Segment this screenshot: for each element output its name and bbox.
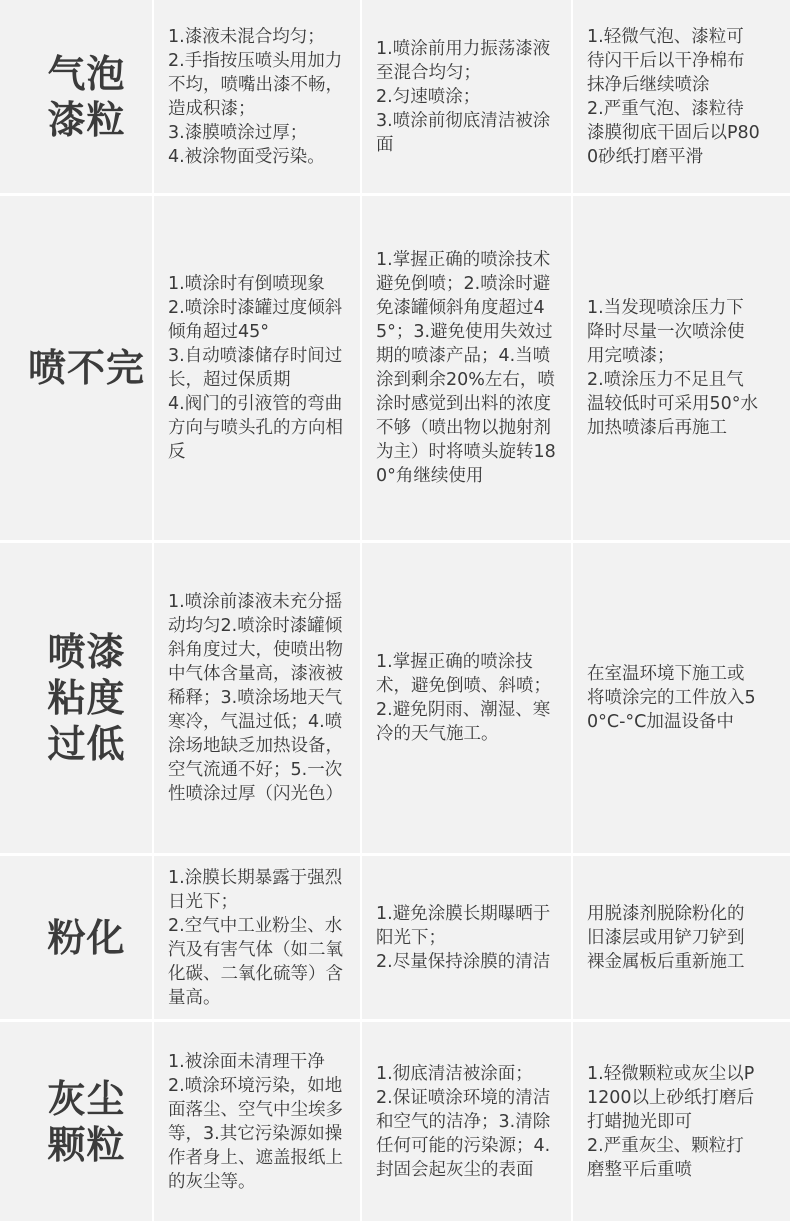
row-label: 喷漆 粘度 过低 bbox=[21, 543, 152, 853]
row-edge-left bbox=[0, 1022, 21, 1221]
row-label: 气泡 漆粒 bbox=[21, 0, 152, 193]
prevention-cell: 1.喷涂前用力振荡漆液至混合均匀； 2.匀速喷涂； 3.喷涂前彻底清洁被涂面 bbox=[362, 0, 571, 193]
row-label: 喷不完 bbox=[21, 196, 152, 540]
row-edge-left bbox=[0, 196, 21, 540]
row-edge-left bbox=[0, 543, 21, 853]
solution-cell: 1.当发现喷涂压力下降时尽量一次喷涂使用完喷漆； 2.喷涂压力不足且气温较低时可采用50°水加热喷漆后再施工 bbox=[573, 196, 771, 540]
row-edge-left bbox=[0, 856, 21, 1019]
row-label: 粉化 bbox=[21, 856, 152, 1019]
row-edge-right bbox=[771, 196, 790, 540]
prevention-cell: 1.掌握正确的喷涂技术避免倒喷；2.喷涂时避免漆罐倾斜角度超过45°；3.避免使用失效过期的喷漆产品；4.当喷涂到剩余20%左右，喷涂时感觉到出料的浓度不够（喷出物以抛射剂为主）时将喷头旋转180°角继续使用 bbox=[362, 196, 571, 540]
cause-cell: 1.涂膜长期暴露于强烈日光下； 2.空气中工业粉尘、水汽及有害气体（如二氧化碳、二氧化硫等）含量高。 bbox=[154, 856, 360, 1019]
cause-cell: 1.漆液未混合均匀； 2.手指按压喷头用加力不均，喷嘴出漆不畅，造成积漆； 3.漆膜喷涂过厚； 4.被涂物面受污染。 bbox=[154, 0, 360, 193]
prevention-cell: 1.避免涂膜长期曝晒于阳光下； 2.尽量保持涂膜的清洁 bbox=[362, 856, 571, 1019]
row-edge-left bbox=[0, 0, 21, 193]
solution-cell: 用脱漆剂脱除粉化的旧漆层或用铲刀铲到裸金属板后重新施工 bbox=[573, 856, 771, 1019]
row-edge-right bbox=[771, 543, 790, 853]
row-edge-right bbox=[771, 856, 790, 1019]
cause-cell: 1.被涂面未清理干净 2.喷涂环境污染，如地面落尘、空气中尘埃多等，3.其它污染源如操作者身上、遮盖报纸上的灰尘等。 bbox=[154, 1022, 360, 1221]
row-edge-right bbox=[771, 1022, 790, 1221]
row-label: 灰尘 颗粒 bbox=[21, 1022, 152, 1221]
row-edge-right bbox=[771, 0, 790, 193]
solution-cell: 1.轻微颗粒或灰尘以P1200以上砂纸打磨后打蜡抛光即可 2.严重灰尘、颗粒打磨整平后重喷 bbox=[573, 1022, 771, 1221]
cause-cell: 1.喷涂前漆液未充分摇动均匀2.喷涂时漆罐倾斜角度过大，使喷出物中气体含量高，漆液被稀释；3.喷涂场地天气寒冷，气温过低；4.喷涂场地缺乏加热设备，空气流通不好；5.一次性喷涂过厚（闪光色） bbox=[154, 543, 360, 853]
solution-cell: 在室温环境下施工或将喷涂完的工件放入50°C-°C加温设备中 bbox=[573, 543, 771, 853]
solution-cell: 1.轻微气泡、漆粒可待闪干后以干净棉布抹净后继续喷涂 2.严重气泡、漆粒待漆膜彻底干固后以P800砂纸打磨平滑 bbox=[573, 0, 771, 193]
prevention-cell: 1.彻底清洁被涂面； 2.保证喷涂环境的清洁和空气的洁净；3.清除任何可能的污染源；4.封固会起灰尘的表面 bbox=[362, 1022, 571, 1221]
prevention-cell: 1.掌握正确的喷涂技术，避免倒喷、斜喷； 2.避免阴雨、潮湿、寒冷的天气施工。 bbox=[362, 543, 571, 853]
cause-cell: 1.喷涂时有倒喷现象 2.喷涂时漆罐过度倾斜倾角超过45° 3.自动喷漆储存时间过长，超过保质期 4.阀门的引液管的弯曲方向与喷头孔的方向相反 bbox=[154, 196, 360, 540]
